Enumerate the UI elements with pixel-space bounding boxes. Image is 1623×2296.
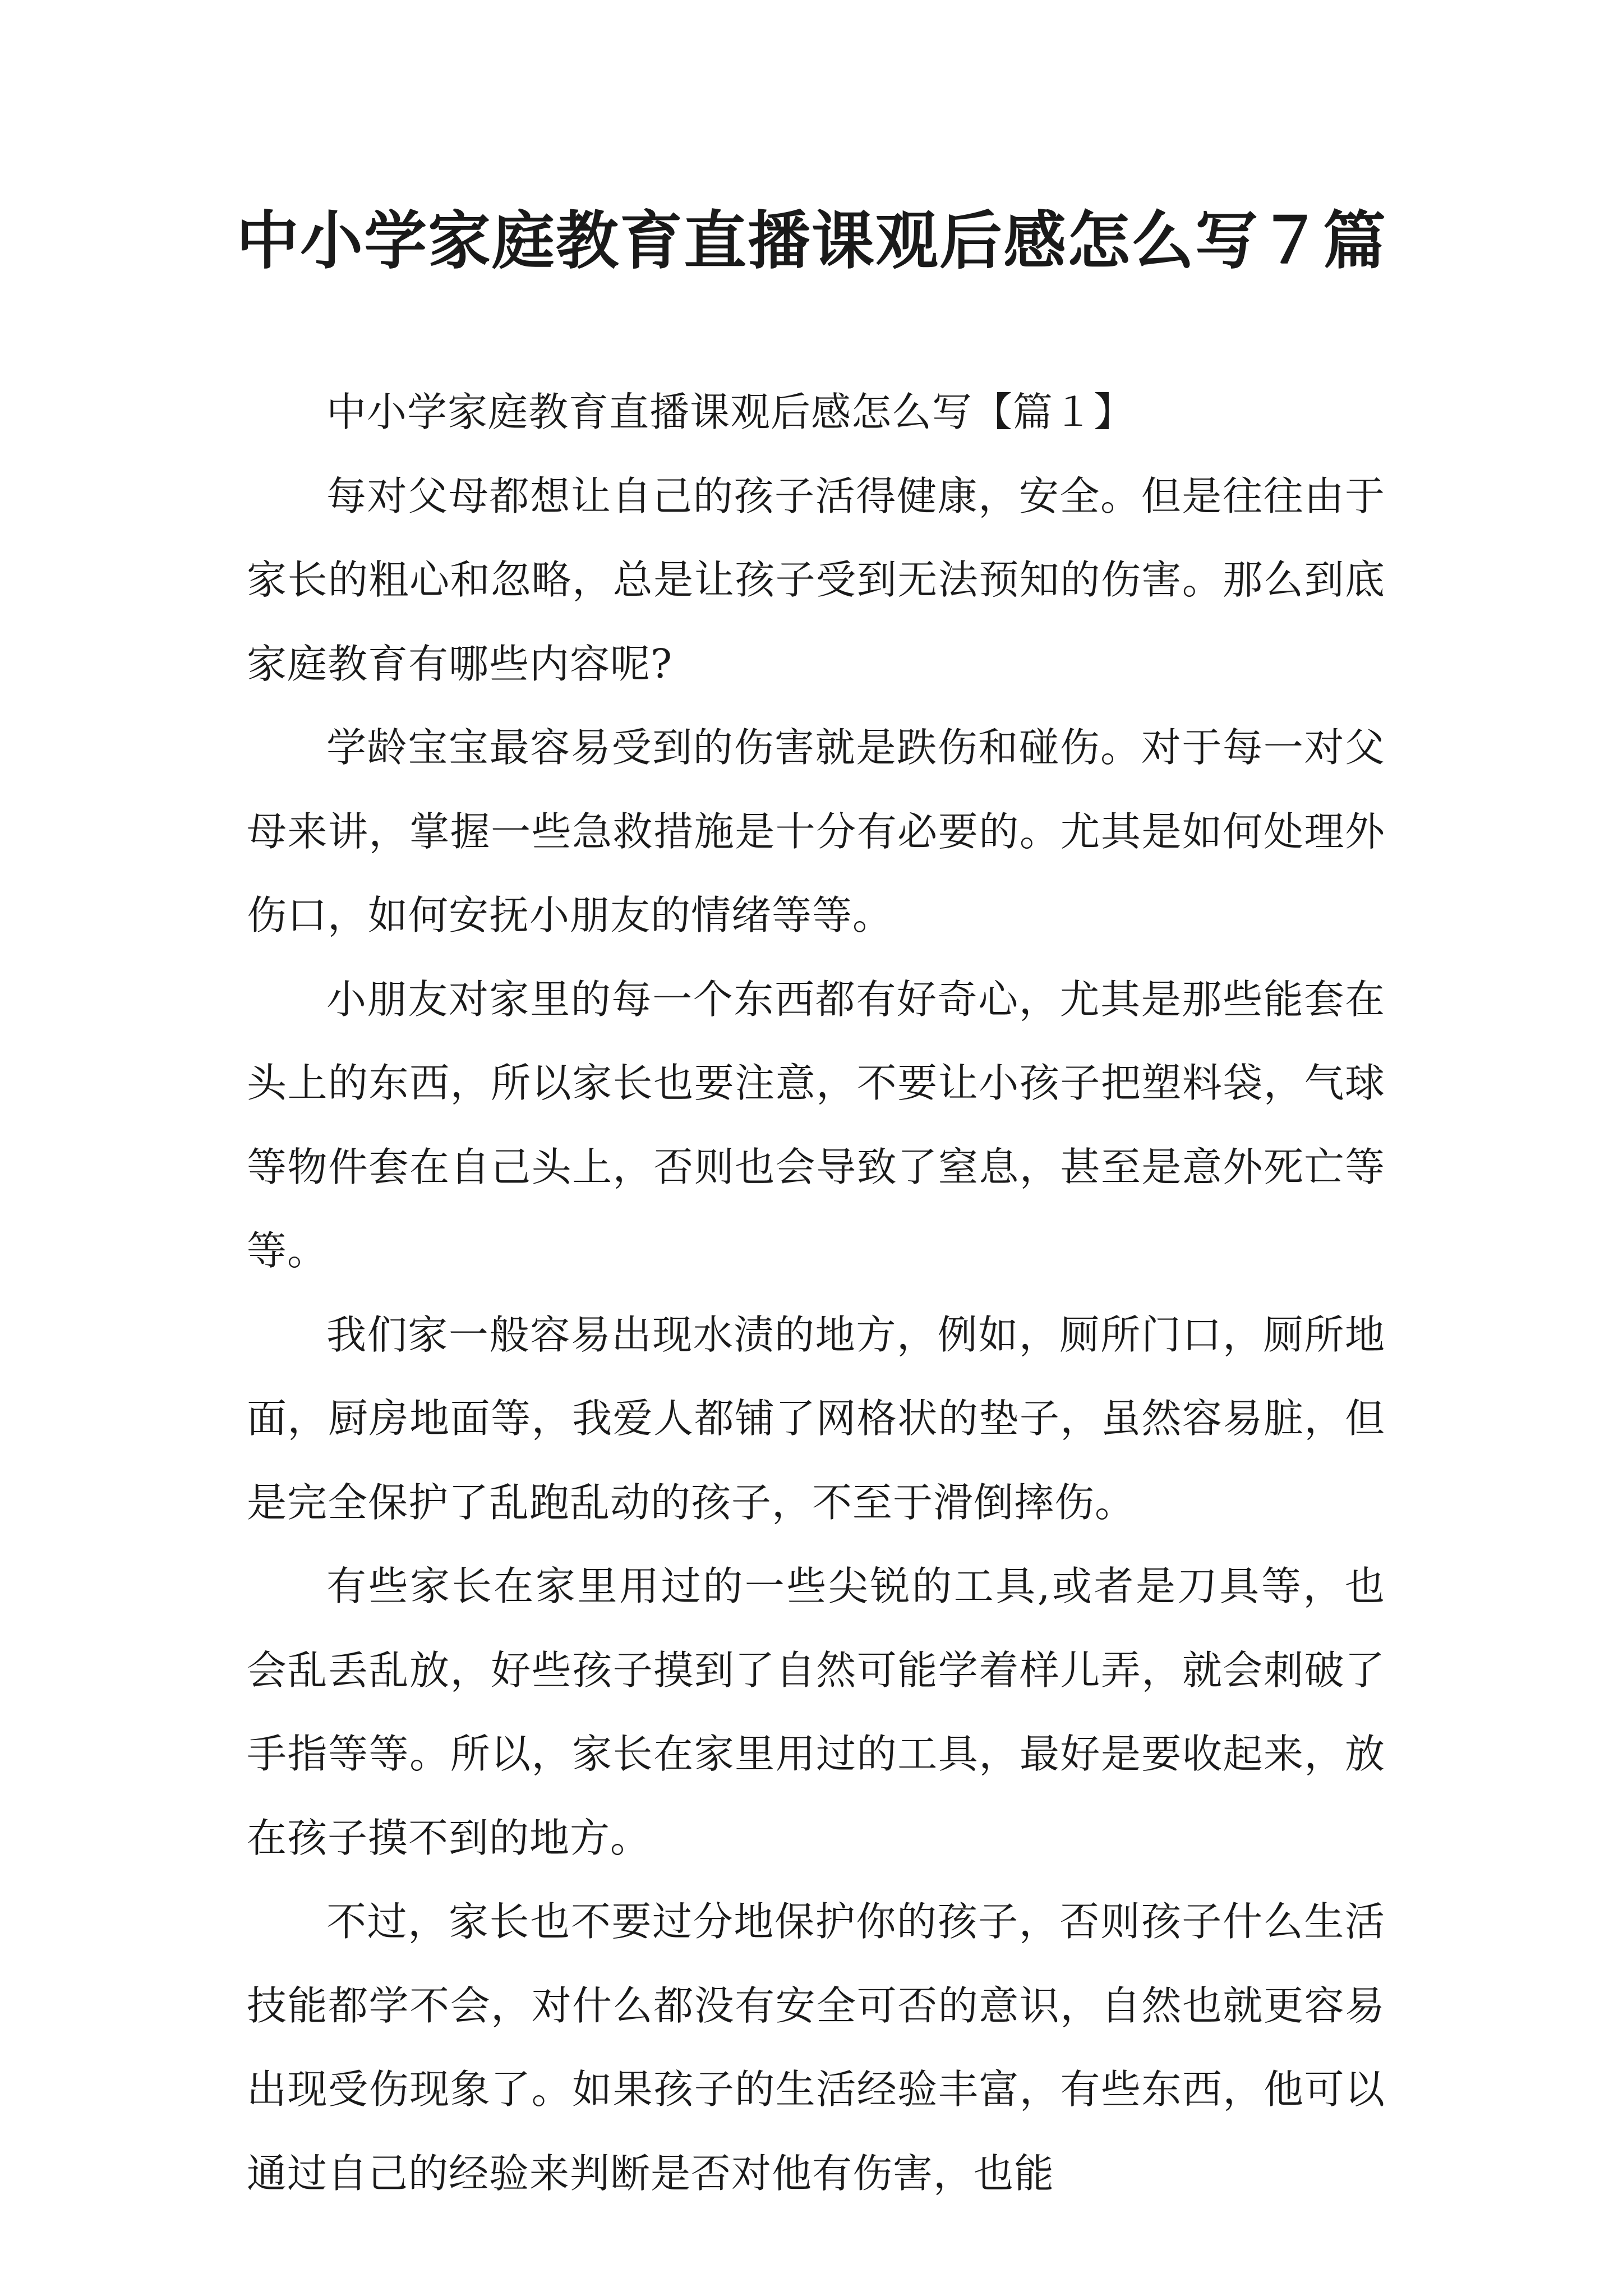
paragraph: 我们家一般容易出现水渍的地方，例如，厕所门口，厕所地面，厨房地面等，我爱人都铺了网格状的垫子，虽然容易脏，但是完全保护了乱跑乱动的孩子，不至于滑倒摔伤。 (247, 1311, 1385, 1526)
paragraph: 学龄宝宝最容易受到的伤害就是跌伤和碰伤。对于每一对父母来讲，掌握一些急救措施是十分有必要的。尤其是如何处理外伤口，如何安抚小朋友的情绪等等。 (247, 724, 1385, 938)
paragraph: 不过，家长也不要过分地保护你的孩子，否则孩子什么生活技能都学不会，对什么都没有安全可否的意识，自然也就更容易出现受伤现象了。如果孩子的生活经验丰富，有些东西，他可以通过自己的经验来判断是否对他有伤害，也能 (247, 1898, 1385, 2197)
paragraph: 有些家长在家里用过的一些尖锐的工具,或者是刀具等，也会乱丢乱放，好些孩子摸到了自然可能学着样儿弄，就会刺破了手指等等。所以，家长在家里用过的工具，最好是要收起来，放在孩子摸不到的地方。 (247, 1563, 1385, 1861)
document-title: 中小学家庭教育直播课观后感怎么写７篇 (236, 204, 1387, 278)
section-heading: 中小学家庭教育直播课观后感怎么写【篇１】 (326, 389, 1135, 435)
paragraph: 每对父母都想让自己的孩子活得健康，安全。但是往往由于家长的粗心和忽略，总是让孩子受到无法预知的伤害。那么到底家庭教育有哪些内容呢? (247, 472, 1385, 687)
document-body (247, 370, 1385, 2215)
paragraph: 小朋友对家里的每一个东西都有好奇心，尤其是那些能套在头上的东西，所以家长也要注意，不要让小孩子把塑料袋，气球等物件套在自己头上，否则也会导致了窒息，甚至是意外死亡等等。 (247, 976, 1385, 1274)
